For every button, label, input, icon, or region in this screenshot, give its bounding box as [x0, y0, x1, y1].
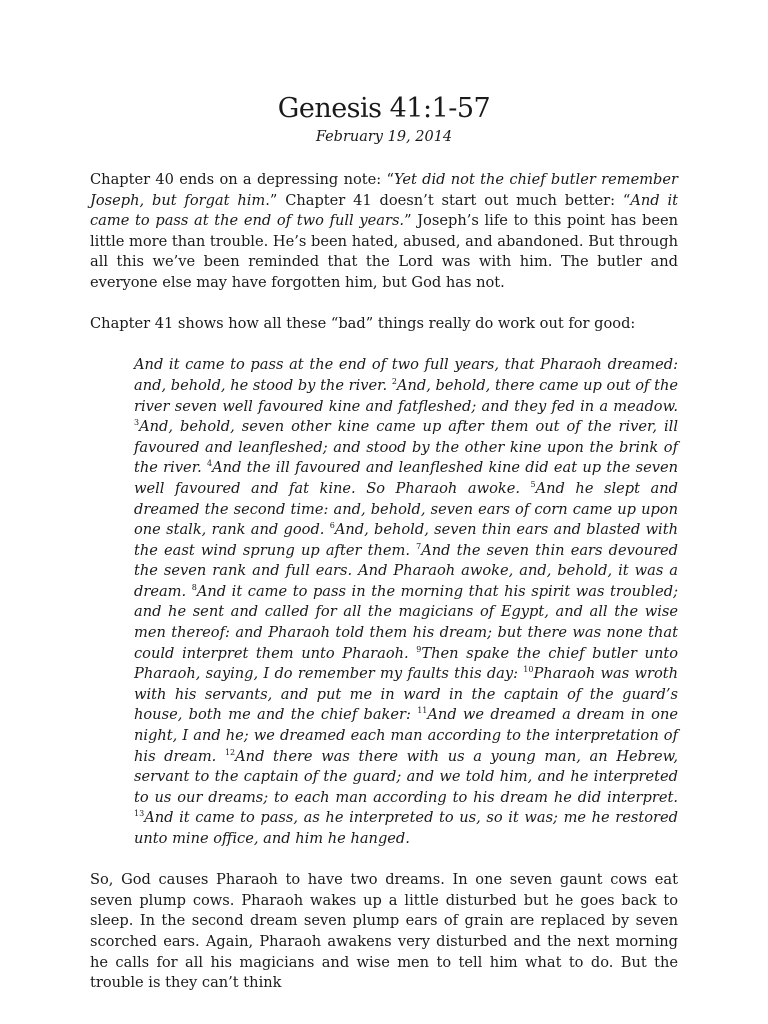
verse-9: Then spake the chief butler unto Pharaoh, saying, I do remember my faults this day:	[134, 644, 678, 683]
verse-number: 13	[134, 809, 145, 819]
paragraph-gap	[90, 850, 678, 871]
verse-7: And the seven thin ears devoured the seven rank and full ears. And Pharaoh awoke, and, behold, it was a dream.	[134, 541, 679, 600]
verse-8: And it came to pass in the morning that his spirit was troubled; and he sent and called for all the magicians of Egypt, and all the wise men thereof: and Pharaoh told them his dream; but there was none that could interpret them unto Pharaoh.	[134, 582, 678, 662]
verse-number: 3	[134, 418, 140, 428]
paragraph-chapter41: Chapter 41 shows how all these “bad” things really do work out for good:	[90, 315, 636, 333]
paragraph-gap	[90, 294, 678, 315]
post-date: February 19, 2014	[315, 129, 453, 145]
scripture-quote	[134, 355, 678, 849]
verse-2: And, behold, there came up out of the river seven well favoured kine and fatfleshed; and they fed in a meadow.	[134, 376, 678, 415]
document-page	[90, 94, 678, 994]
intro-text-1: Chapter 40 ends on a depressing note: “	[90, 171, 394, 188]
intro-text-2: .” Chapter 41 doesn’t start out much better: “	[265, 191, 631, 209]
verse-number: 10	[523, 665, 534, 675]
verse-number: 9	[416, 644, 422, 654]
intro-text-3: ” Joseph’s life to this point has been little more than trouble. He’s been hated, abused, and abandoned. But through all this we’ve been reminded that the Lord was with him. The butler and everyone else may have forgotten him, but God has not.	[90, 212, 678, 291]
verse-number: 7	[416, 541, 422, 551]
paragraph-gap	[90, 335, 678, 356]
verse-number: 11	[417, 706, 428, 716]
paragraph-intro	[90, 170, 678, 294]
paragraph-dreams: So, God causes Pharaoh to have two dreams. In one seven gaunt cows eat seven plump cows. Pharaoh wakes up a little disturbed but he goes back to sleep. In the second dream seven plump ears of grain are replaced by seven scorched ears. Again, Pharaoh awakens very disturbed and the next morning he calls for all his magicians and wise men to tell him what to do. But the trouble is they can’t think	[90, 871, 678, 992]
verse-4: And the ill favoured and leanfleshed kine did eat up the seven well favoured and fat kine. So Pharaoh awoke.	[134, 459, 678, 497]
verse-13: And it came to pass, as he interpreted to us, so it was; me he restored unto mine office, and him he hanged.	[134, 809, 678, 847]
verse-12: And there was there with us a young man, an Hebrew, servant to the captain of the guard; and we told him, and he interpreted to us our dreams; to each man according to his dream he did interpret.	[134, 747, 679, 806]
verse-number: 8	[191, 582, 197, 592]
verse-number: 4	[206, 459, 213, 469]
verse-number: 2	[391, 376, 397, 386]
verse-number: 5	[530, 479, 536, 489]
verse-6: And, behold, seven thin ears and blasted with the east wind sprung up after them.	[134, 521, 678, 559]
verse-10: Pharaoh was wroth with his servants, and put me in ward in the captain of the guard’s house, both me and the chief baker:	[134, 665, 678, 724]
verse-number: 6	[329, 521, 335, 531]
verse-1: And it came to pass at the end of two full years, that Pharaoh dreamed: and, behold, he stood by the river.	[134, 356, 678, 394]
verse-11: And we dreamed a dream in one night, I and he; we dreamed each man according to the interpretation of his dream.	[134, 706, 678, 765]
verse-5: And he slept and dreamed the second time: and, behold, seven ears of corn came up upon one stalk, rank and good.	[134, 479, 678, 539]
verse-number: 12	[224, 747, 236, 757]
verse-3: And, behold, seven other kine came up after them out of the river, ill favoured and leanfleshed; and stood by the other kine upon the brink of the river.	[134, 418, 678, 477]
intro-quote-1: Yet did not the chief butler remember Joseph, but forgat him	[90, 171, 679, 209]
intro-quote-2: And it came to pass at the end of two full years.	[90, 191, 678, 230]
page-title: Genesis 41:1-57	[277, 93, 491, 124]
